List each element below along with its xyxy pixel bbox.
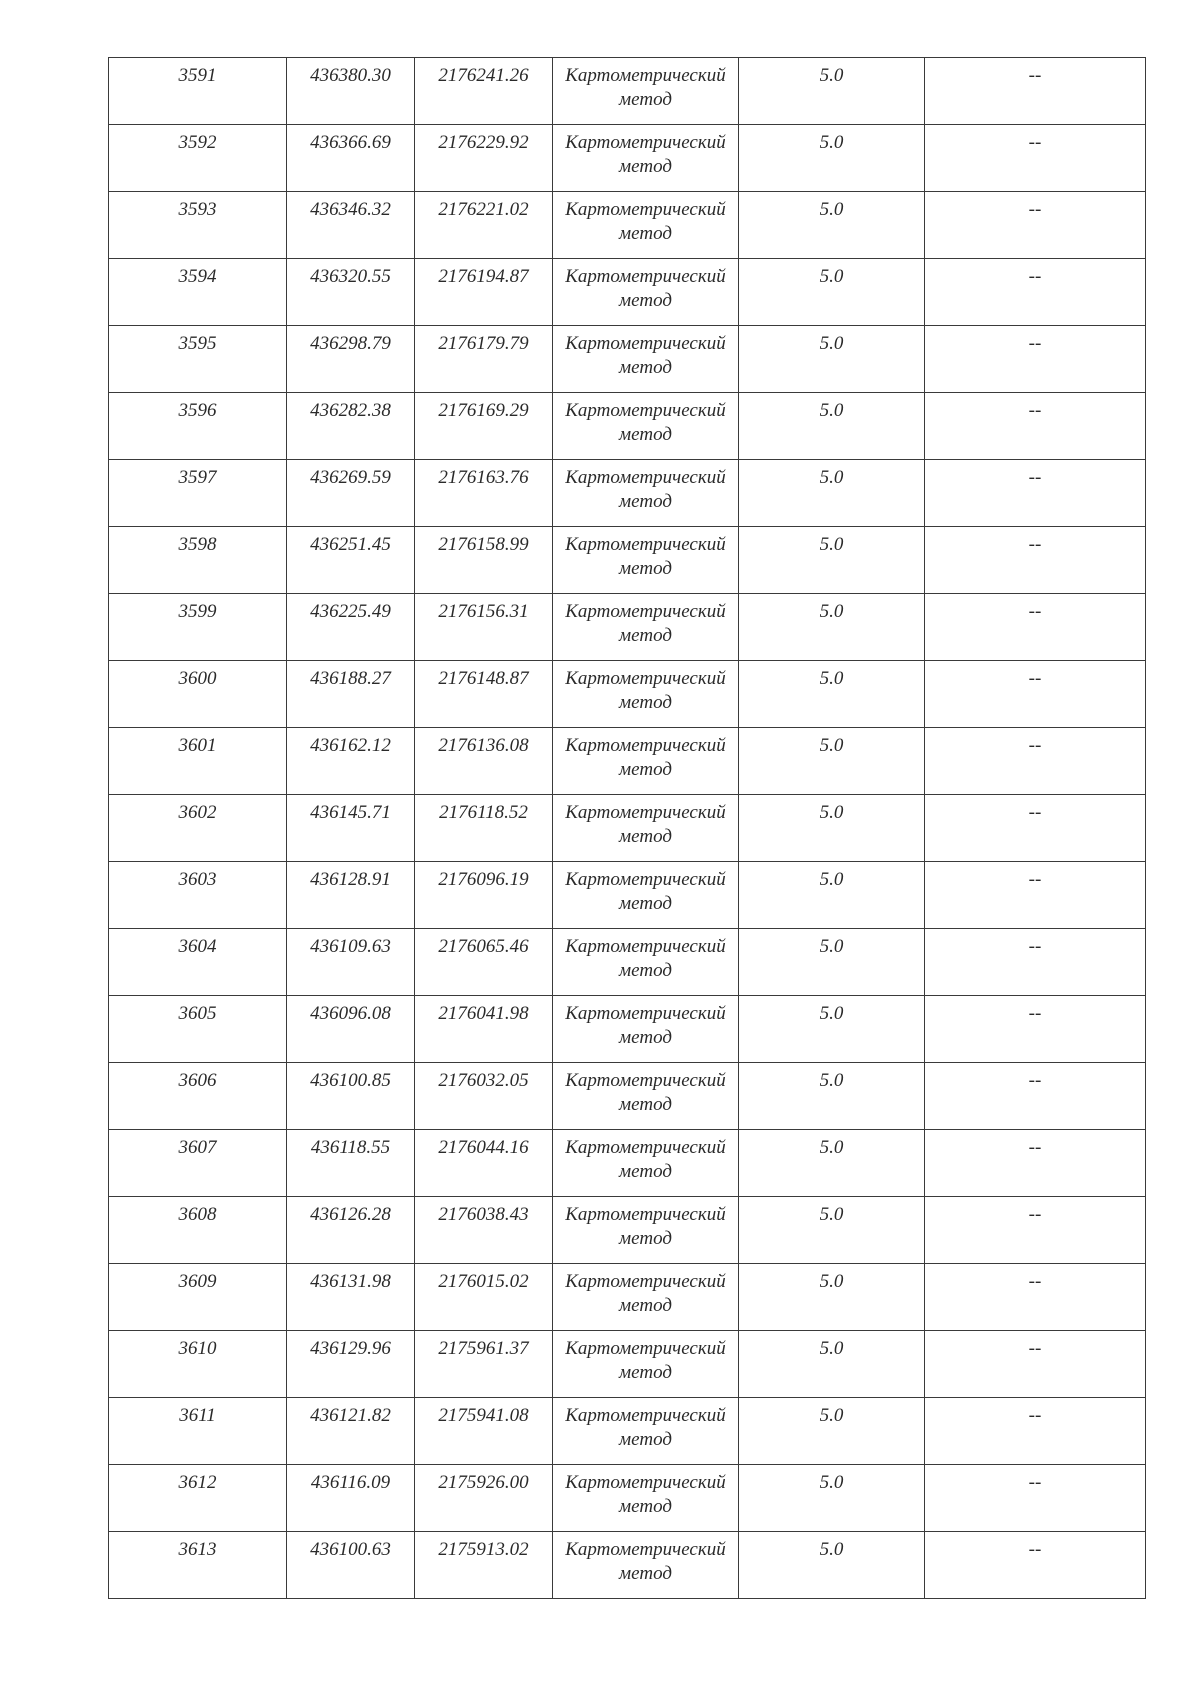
method-line-1: Картометрический xyxy=(565,1338,726,1359)
y-coordinate-cell: 2176158.99 xyxy=(415,527,553,594)
point-number-cell: 3604 xyxy=(109,929,287,996)
y-coordinate-cell: 2176041.98 xyxy=(415,996,553,1063)
method-line-1: Картометрический xyxy=(565,1070,726,1091)
note-cell: -- xyxy=(925,1465,1146,1532)
accuracy-cell: 5.0 xyxy=(739,326,925,393)
method-line-1: Картометрический xyxy=(565,936,726,957)
method-line-2: метод xyxy=(619,558,672,579)
accuracy-cell: 5.0 xyxy=(739,1197,925,1264)
method-cell xyxy=(553,1398,739,1465)
point-number-cell: 3600 xyxy=(109,661,287,728)
y-coordinate-cell: 2175961.37 xyxy=(415,1331,553,1398)
accuracy-cell: 5.0 xyxy=(739,1465,925,1532)
note-cell: -- xyxy=(925,862,1146,929)
table-row xyxy=(109,795,1146,862)
y-coordinate-cell: 2175941.08 xyxy=(415,1398,553,1465)
note-cell: -- xyxy=(925,192,1146,259)
x-coordinate-cell: 436126.28 xyxy=(287,1197,415,1264)
table-row xyxy=(109,393,1146,460)
method-line-1: Картометрический xyxy=(565,802,726,823)
method-line-1: Картометрический xyxy=(565,534,726,555)
table-row xyxy=(109,728,1146,795)
y-coordinate-cell: 2176229.92 xyxy=(415,125,553,192)
table-row xyxy=(109,1532,1146,1599)
method-line-1: Картометрический xyxy=(565,65,726,86)
y-coordinate-cell: 2176169.29 xyxy=(415,393,553,460)
method-line-1: Картометрический xyxy=(565,266,726,287)
table-row xyxy=(109,661,1146,728)
x-coordinate-cell: 436096.08 xyxy=(287,996,415,1063)
note-cell: -- xyxy=(925,527,1146,594)
accuracy-cell: 5.0 xyxy=(739,929,925,996)
x-coordinate-cell: 436116.09 xyxy=(287,1465,415,1532)
x-coordinate-cell: 436128.91 xyxy=(287,862,415,929)
note-cell: -- xyxy=(925,929,1146,996)
y-coordinate-cell: 2176038.43 xyxy=(415,1197,553,1264)
method-cell xyxy=(553,728,739,795)
method-cell xyxy=(553,929,739,996)
x-coordinate-cell: 436251.45 xyxy=(287,527,415,594)
table-row xyxy=(109,1465,1146,1532)
method-cell xyxy=(553,1264,739,1331)
method-line-1: Картометрический xyxy=(565,132,726,153)
method-line-2: метод xyxy=(619,357,672,378)
x-coordinate-cell: 436145.71 xyxy=(287,795,415,862)
x-coordinate-cell: 436162.12 xyxy=(287,728,415,795)
y-coordinate-cell: 2175926.00 xyxy=(415,1465,553,1532)
note-cell: -- xyxy=(925,1197,1146,1264)
table-row xyxy=(109,1130,1146,1197)
table-row xyxy=(109,1264,1146,1331)
method-cell xyxy=(553,1130,739,1197)
method-line-2: метод xyxy=(619,692,672,713)
method-line-2: метод xyxy=(619,826,672,847)
y-coordinate-cell: 2176136.08 xyxy=(415,728,553,795)
method-line-2: метод xyxy=(619,1161,672,1182)
method-line-2: метод xyxy=(619,1094,672,1115)
point-number-cell: 3603 xyxy=(109,862,287,929)
table-row xyxy=(109,1331,1146,1398)
accuracy-cell: 5.0 xyxy=(739,460,925,527)
method-line-1: Картометрический xyxy=(565,735,726,756)
note-cell: -- xyxy=(925,795,1146,862)
point-number-cell: 3612 xyxy=(109,1465,287,1532)
table-row xyxy=(109,1197,1146,1264)
method-cell xyxy=(553,1465,739,1532)
x-coordinate-cell: 436225.49 xyxy=(287,594,415,661)
accuracy-cell: 5.0 xyxy=(739,58,925,125)
method-line-1: Картометрический xyxy=(565,1271,726,1292)
table-row xyxy=(109,862,1146,929)
method-cell xyxy=(553,460,739,527)
method-line-2: метод xyxy=(619,424,672,445)
method-line-1: Картометрический xyxy=(565,601,726,622)
x-coordinate-cell: 436320.55 xyxy=(287,259,415,326)
x-coordinate-cell: 436131.98 xyxy=(287,1264,415,1331)
method-cell xyxy=(553,1197,739,1264)
point-number-cell: 3596 xyxy=(109,393,287,460)
method-line-1: Картометрический xyxy=(565,668,726,689)
method-cell xyxy=(553,862,739,929)
method-line-2: метод xyxy=(619,1228,672,1249)
method-line-2: метод xyxy=(619,290,672,311)
note-cell: -- xyxy=(925,393,1146,460)
method-cell xyxy=(553,58,739,125)
x-coordinate-cell: 436298.79 xyxy=(287,326,415,393)
y-coordinate-cell: 2176015.02 xyxy=(415,1264,553,1331)
note-cell: -- xyxy=(925,1063,1146,1130)
table-row xyxy=(109,259,1146,326)
y-coordinate-cell: 2176241.26 xyxy=(415,58,553,125)
x-coordinate-cell: 436100.85 xyxy=(287,1063,415,1130)
method-line-1: Картометрический xyxy=(565,1003,726,1024)
accuracy-cell: 5.0 xyxy=(739,1398,925,1465)
note-cell: -- xyxy=(925,259,1146,326)
table-row xyxy=(109,996,1146,1063)
note-cell: -- xyxy=(925,594,1146,661)
accuracy-cell: 5.0 xyxy=(739,1331,925,1398)
accuracy-cell: 5.0 xyxy=(739,259,925,326)
method-cell xyxy=(553,393,739,460)
note-cell: -- xyxy=(925,460,1146,527)
accuracy-cell: 5.0 xyxy=(739,661,925,728)
point-number-cell: 3592 xyxy=(109,125,287,192)
table-row xyxy=(109,1063,1146,1130)
y-coordinate-cell: 2176032.05 xyxy=(415,1063,553,1130)
method-line-2: метод xyxy=(619,89,672,110)
x-coordinate-cell: 436121.82 xyxy=(287,1398,415,1465)
table-row xyxy=(109,929,1146,996)
note-cell: -- xyxy=(925,326,1146,393)
point-number-cell: 3593 xyxy=(109,192,287,259)
note-cell: -- xyxy=(925,1264,1146,1331)
method-line-2: метод xyxy=(619,759,672,780)
accuracy-cell: 5.0 xyxy=(739,728,925,795)
accuracy-cell: 5.0 xyxy=(739,192,925,259)
accuracy-cell: 5.0 xyxy=(739,996,925,1063)
point-number-cell: 3602 xyxy=(109,795,287,862)
y-coordinate-cell: 2175913.02 xyxy=(415,1532,553,1599)
accuracy-cell: 5.0 xyxy=(739,862,925,929)
method-line-1: Картометрический xyxy=(565,1204,726,1225)
method-line-2: метод xyxy=(619,223,672,244)
note-cell: -- xyxy=(925,996,1146,1063)
y-coordinate-cell: 2176096.19 xyxy=(415,862,553,929)
accuracy-cell: 5.0 xyxy=(739,1264,925,1331)
point-number-cell: 3597 xyxy=(109,460,287,527)
method-line-2: метод xyxy=(619,1429,672,1450)
method-line-2: метод xyxy=(619,1563,672,1584)
y-coordinate-cell: 2176044.16 xyxy=(415,1130,553,1197)
table-row xyxy=(109,527,1146,594)
y-coordinate-cell: 2176065.46 xyxy=(415,929,553,996)
table-row xyxy=(109,192,1146,259)
method-line-1: Картометрический xyxy=(565,869,726,890)
accuracy-cell: 5.0 xyxy=(739,594,925,661)
note-cell: -- xyxy=(925,125,1146,192)
method-cell xyxy=(553,259,739,326)
method-cell xyxy=(553,996,739,1063)
method-line-2: метод xyxy=(619,1295,672,1316)
point-number-cell: 3598 xyxy=(109,527,287,594)
y-coordinate-cell: 2176221.02 xyxy=(415,192,553,259)
table-row xyxy=(109,1398,1146,1465)
accuracy-cell: 5.0 xyxy=(739,1130,925,1197)
method-line-1: Картометрический xyxy=(565,1539,726,1560)
point-number-cell: 3611 xyxy=(109,1398,287,1465)
point-number-cell: 3595 xyxy=(109,326,287,393)
point-number-cell: 3594 xyxy=(109,259,287,326)
accuracy-cell: 5.0 xyxy=(739,393,925,460)
note-cell: -- xyxy=(925,728,1146,795)
method-line-2: метод xyxy=(619,893,672,914)
method-line-2: метод xyxy=(619,1496,672,1517)
x-coordinate-cell: 436118.55 xyxy=(287,1130,415,1197)
accuracy-cell: 5.0 xyxy=(739,125,925,192)
method-cell xyxy=(553,192,739,259)
x-coordinate-cell: 436188.27 xyxy=(287,661,415,728)
accuracy-cell: 5.0 xyxy=(739,795,925,862)
y-coordinate-cell: 2176163.76 xyxy=(415,460,553,527)
x-coordinate-cell: 436100.63 xyxy=(287,1532,415,1599)
method-line-1: Картометрический xyxy=(565,1405,726,1426)
point-number-cell: 3606 xyxy=(109,1063,287,1130)
point-number-cell: 3613 xyxy=(109,1532,287,1599)
method-cell xyxy=(553,1063,739,1130)
table-row xyxy=(109,460,1146,527)
point-number-cell: 3609 xyxy=(109,1264,287,1331)
x-coordinate-cell: 436129.96 xyxy=(287,1331,415,1398)
x-coordinate-cell: 436380.30 xyxy=(287,58,415,125)
method-line-2: метод xyxy=(619,156,672,177)
method-line-2: метод xyxy=(619,625,672,646)
y-coordinate-cell: 2176118.52 xyxy=(415,795,553,862)
note-cell: -- xyxy=(925,1398,1146,1465)
method-line-1: Картометрический xyxy=(565,199,726,220)
x-coordinate-cell: 436282.38 xyxy=(287,393,415,460)
method-line-1: Картометрический xyxy=(565,1137,726,1158)
accuracy-cell: 5.0 xyxy=(739,1063,925,1130)
method-line-2: метод xyxy=(619,491,672,512)
method-cell xyxy=(553,1532,739,1599)
point-number-cell: 3610 xyxy=(109,1331,287,1398)
point-number-cell: 3591 xyxy=(109,58,287,125)
accuracy-cell: 5.0 xyxy=(739,1532,925,1599)
note-cell: -- xyxy=(925,1532,1146,1599)
method-cell xyxy=(553,326,739,393)
x-coordinate-cell: 436269.59 xyxy=(287,460,415,527)
method-line-2: метод xyxy=(619,1362,672,1383)
method-line-1: Картометрический xyxy=(565,467,726,488)
coordinates-table-body xyxy=(109,58,1146,1599)
note-cell: -- xyxy=(925,661,1146,728)
y-coordinate-cell: 2176194.87 xyxy=(415,259,553,326)
table-row xyxy=(109,326,1146,393)
table-row xyxy=(109,594,1146,661)
method-cell xyxy=(553,661,739,728)
y-coordinate-cell: 2176148.87 xyxy=(415,661,553,728)
method-line-2: метод xyxy=(619,960,672,981)
x-coordinate-cell: 436346.32 xyxy=(287,192,415,259)
method-line-2: метод xyxy=(619,1027,672,1048)
y-coordinate-cell: 2176156.31 xyxy=(415,594,553,661)
method-line-1: Картометрический xyxy=(565,400,726,421)
note-cell: -- xyxy=(925,1130,1146,1197)
note-cell: -- xyxy=(925,1331,1146,1398)
method-cell xyxy=(553,527,739,594)
method-line-1: Картометрический xyxy=(565,1472,726,1493)
method-cell xyxy=(553,795,739,862)
method-cell xyxy=(553,594,739,661)
note-cell: -- xyxy=(925,58,1146,125)
x-coordinate-cell: 436366.69 xyxy=(287,125,415,192)
point-number-cell: 3607 xyxy=(109,1130,287,1197)
point-number-cell: 3599 xyxy=(109,594,287,661)
table-row xyxy=(109,58,1146,125)
accuracy-cell: 5.0 xyxy=(739,527,925,594)
coordinates-table xyxy=(108,57,1146,1599)
table-row xyxy=(109,125,1146,192)
point-number-cell: 3605 xyxy=(109,996,287,1063)
method-cell xyxy=(553,125,739,192)
method-line-1: Картометрический xyxy=(565,333,726,354)
point-number-cell: 3608 xyxy=(109,1197,287,1264)
x-coordinate-cell: 436109.63 xyxy=(287,929,415,996)
point-number-cell: 3601 xyxy=(109,728,287,795)
y-coordinate-cell: 2176179.79 xyxy=(415,326,553,393)
method-cell xyxy=(553,1331,739,1398)
